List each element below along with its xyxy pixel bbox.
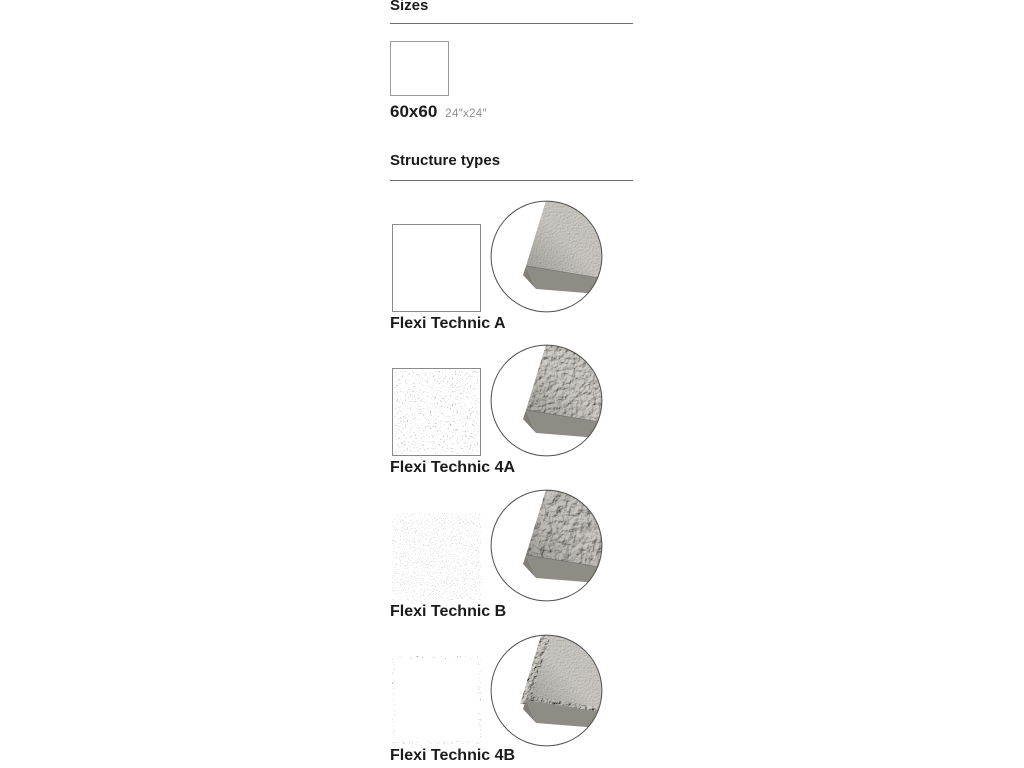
size-swatch-60x60 <box>390 41 449 96</box>
sizes-divider <box>390 23 633 24</box>
structure-type-label: Flexi Technic A <box>390 315 506 332</box>
tile-edge-rough-icon <box>490 489 603 602</box>
tile-swatch-speckled <box>392 513 481 600</box>
size-caption <box>390 102 487 122</box>
structure-types-heading: Structure types <box>390 152 501 169</box>
structure-type-label: Flexi Technic B <box>390 603 507 620</box>
structure-type-label: Flexi Technic 4B <box>390 747 516 764</box>
tile-swatch-speckled-bordered <box>392 368 481 456</box>
structure-types-divider <box>390 180 633 181</box>
tile-edge-textured-icon <box>490 344 603 457</box>
tile-edge-smooth-icon <box>490 200 603 313</box>
size-label-metric: 60x60 <box>390 102 438 121</box>
tile-swatch-speckled-border <box>392 656 481 744</box>
sizes-heading: Sizes <box>390 0 429 14</box>
tile-edge-chiseled-icon <box>490 634 603 747</box>
tile-swatch-plain <box>392 224 481 312</box>
size-label-imperial: 24″x24″ <box>445 108 487 120</box>
structure-type-label: Flexi Technic 4A <box>390 459 516 476</box>
